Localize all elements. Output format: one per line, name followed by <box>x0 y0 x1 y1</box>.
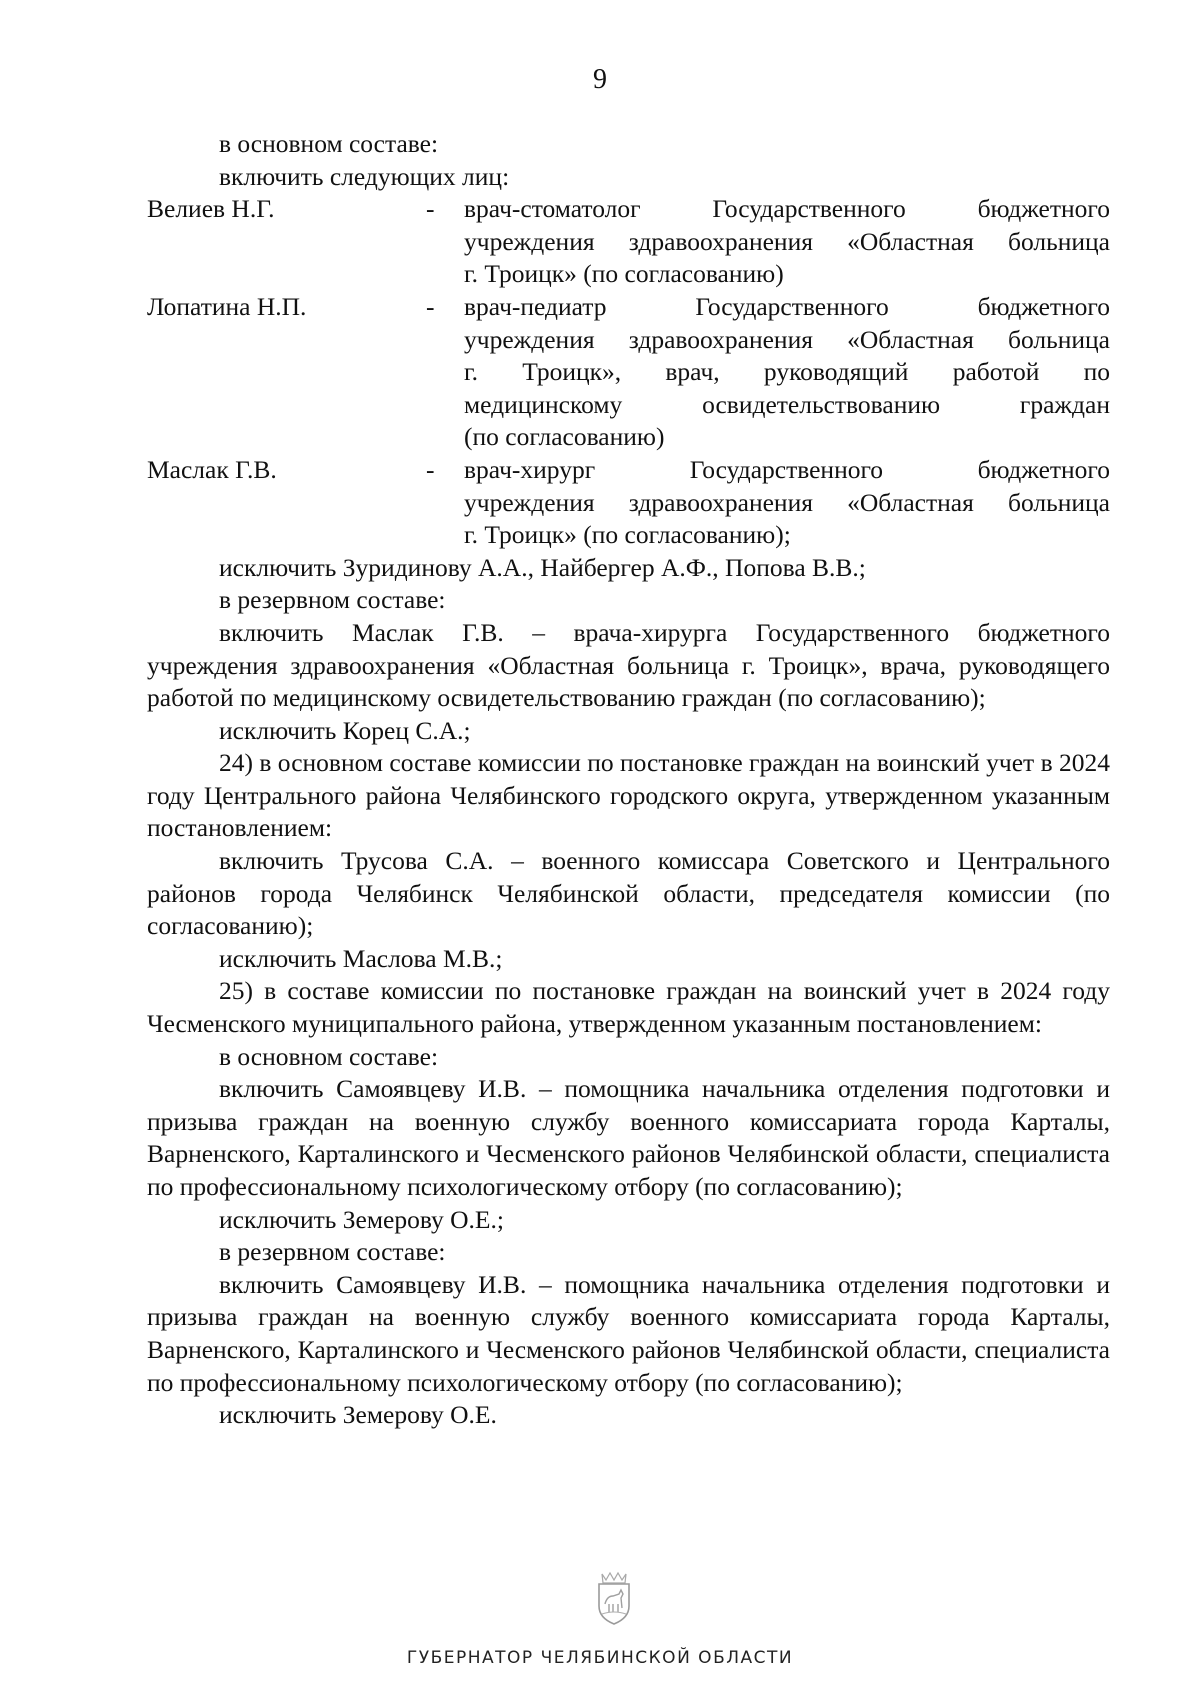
paragraph: исключить Земерову О.Е. <box>219 1400 497 1430</box>
member-dash: - <box>426 194 435 224</box>
member-name: Велиев Н.Г. <box>147 194 275 224</box>
chelyabinsk-coat-of-arms-icon <box>591 1570 637 1626</box>
member-name: Маслак Г.В. <box>147 454 277 484</box>
member-entry <box>147 193 1110 291</box>
description-line: г. Троицк» (по согласованию) <box>464 259 784 289</box>
member-dash: - <box>426 454 435 484</box>
description-line: г. Троицк» (по согласованию); <box>464 520 791 550</box>
paragraph: включить Самоявцеву И.В. – помощника начальника отделения подготовки и призыва граждан на военную службу военного комиссариата города Карталы, Варненского, Карталинского и Чесменского районов Челябинской области, специалиста по профессиональному психологическому отбору (по согласованию); <box>147 1074 1110 1201</box>
paragraph: включить Самоявцеву И.В. – помощника начальника отделения подготовки и призыва граждан на военную службу военного комиссариата города Карталы, Варненского, Карталинского и Чесменского районов Челябинской области, специалиста по профессиональному психологическому отбору (по согласованию); <box>147 1269 1110 1397</box>
paragraph: в основном составе: <box>219 129 439 158</box>
document-body <box>147 128 1110 1432</box>
paragraph: исключить Земерову О.Е.; <box>219 1204 504 1234</box>
paragraph: в основном составе: <box>219 1041 439 1071</box>
paragraph: в резервном составе: <box>219 1237 446 1267</box>
paragraph: исключить Маслова М.В.; <box>219 943 503 973</box>
footer-signature: ГУБЕРНАТОР ЧЕЛЯБИНСКОЙ ОБЛАСТИ <box>406 1648 794 1668</box>
paragraph: включить следующих лиц: <box>219 161 510 191</box>
description-line: медицинскому освидетельствованию граждан <box>464 389 1110 419</box>
description-line: врач-стоматолог Государственного бюджетного <box>464 194 1110 224</box>
paragraph: 25) в составе комиссии по постановке граждан на воинский учет в 2024 году Чесменского муниципального района, утвержденном указанным постановлением: <box>147 976 1110 1039</box>
description-line: учреждения здравоохранения «Областная больница <box>464 324 1110 354</box>
member-name: Лопатина Н.П. <box>147 291 307 321</box>
paragraph: включить Трусова С.А. – военного комиссара Советского и Центрального районов города Челябинск Челябинской области, председателя комиссии (по согласованию); <box>147 846 1110 941</box>
description-line: (по согласованию) <box>464 422 665 452</box>
paragraph: включить Маслак Г.В. – врача-хирурга Государственного бюджетного учреждения здравоохранения «Областная больница г. Троицк», врача, руководящего работой по медицинскому освидетельствованию граждан (по согласованию); <box>147 617 1110 713</box>
paragraph: 24) в основном составе комиссии по постановке граждан на воинский учет в 2024 году Центрального района Челябинского городского округа, утвержденном указанным постановлением: <box>147 748 1110 843</box>
member-description <box>464 454 1110 552</box>
member-entry <box>147 454 1110 552</box>
member-description <box>464 193 1110 291</box>
member-description <box>464 291 1110 454</box>
paragraph: исключить Зуридинову А.А., Найбергер А.Ф., Попова В.В.; <box>219 552 866 582</box>
description-line: учреждения здравоохранения «Областная больница <box>464 226 1110 256</box>
description-line: г. Троицк», врач, руководящий работой по <box>464 357 1110 387</box>
member-dash: - <box>426 291 435 321</box>
page-number: 9 <box>593 64 607 95</box>
description-line: врач-хирург Государственного бюджетного <box>464 454 1110 484</box>
member-entry <box>147 291 1110 454</box>
description-line: учреждения здравоохранения «Областная больница <box>464 487 1110 517</box>
paragraph: в резервном составе: <box>219 585 446 615</box>
description-line: врач-педиатр Государственного бюджетного <box>464 291 1110 321</box>
paragraph: исключить Корец С.А.; <box>219 715 471 745</box>
